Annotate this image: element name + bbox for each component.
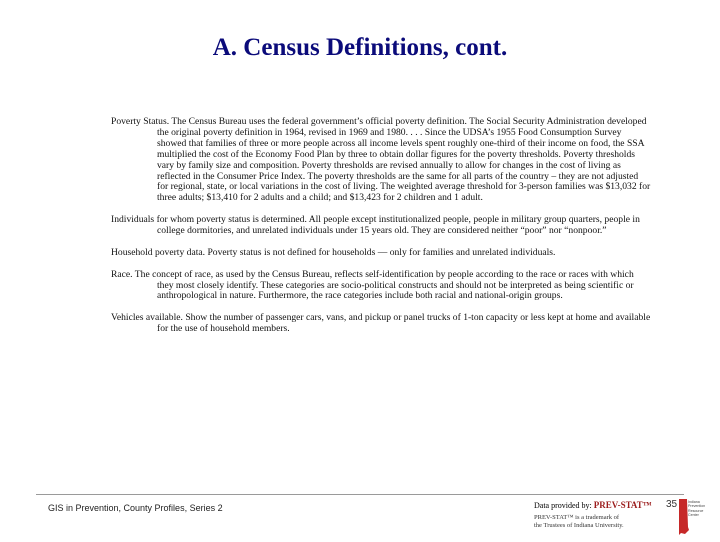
definition-vehicles: Vehicles available. Show the number of passenger cars, vans, and pickup or panel trucks of 1-ton capacity or less kept at home and available for the use of household members. bbox=[111, 312, 651, 335]
footer-divider bbox=[36, 494, 684, 495]
definition-poverty-universe: Individuals for whom poverty status is determined. All people except institutionalized people, people in military group quarters, people in college dormitories, and unrelated individuals under 15 years old. They are considered neither “poor” nor “nonpoor.” bbox=[111, 214, 640, 237]
brand-name: PREV-STAT™ bbox=[593, 500, 652, 510]
slide-title: A. Census Definitions, cont. bbox=[212, 34, 508, 61]
trademark-owner: the Trustees of Indiana University. bbox=[534, 522, 624, 529]
credit-prefix: Data provided by: bbox=[534, 501, 594, 510]
ipcr-logo bbox=[678, 497, 714, 537]
definition-poverty-status: Poverty Status. The Census Bureau uses the federal government’s official poverty definition. The Social Security Administration developed the original poverty definition in 1964, revised in 1969 and 1980. . . . Since the UDSA’s 1955 Food Consumption Survey showed that families of three or more people across all income levels spent roughly one-third of their income on food, the SSA multiplied the cost of the Economy Food Plan by three to obtain dollar figures for the poverty thresholds. Poverty thresholds vary by family size and composition. Poverty thresholds are revised annually to allow for changes in the cost of living as reflected in the Consumer Price Index. The poverty thresholds are the same for all parts of the country – they are not adjusted for regional, state, or local variations in the cost of living. The weighted average threshold for 3-person families was $13,032 for three adults; $13,410 for 2 adults and a child; and $13,423 for 2 children and 1 adult. bbox=[111, 116, 651, 204]
page-number: 35 bbox=[666, 499, 678, 510]
definition-household-poverty: Household poverty data. Poverty status is not defined for households — only for families and unrelated individuals. bbox=[111, 246, 556, 258]
data-credit bbox=[534, 500, 674, 536]
definition-race: Race. The concept of race, as used by the Census Bureau, reflects self-identification by people according to the race or races with which they most closely identify. These categories are socio-political constructs and should not be interpreted as being scientific or anthropological in nature. Furthermore, the race categories include both racial and national-origin groups. bbox=[111, 268, 634, 302]
definitions-list bbox=[111, 117, 651, 346]
logo-caption: Indiana Prevention Resource Center bbox=[688, 500, 706, 518]
footer-series-label: GIS in Prevention, County Profiles, Series 2 bbox=[48, 503, 223, 513]
credit-provider bbox=[534, 500, 652, 510]
trademark-notice: PREV-STAT™ is a trademark of bbox=[534, 514, 620, 521]
